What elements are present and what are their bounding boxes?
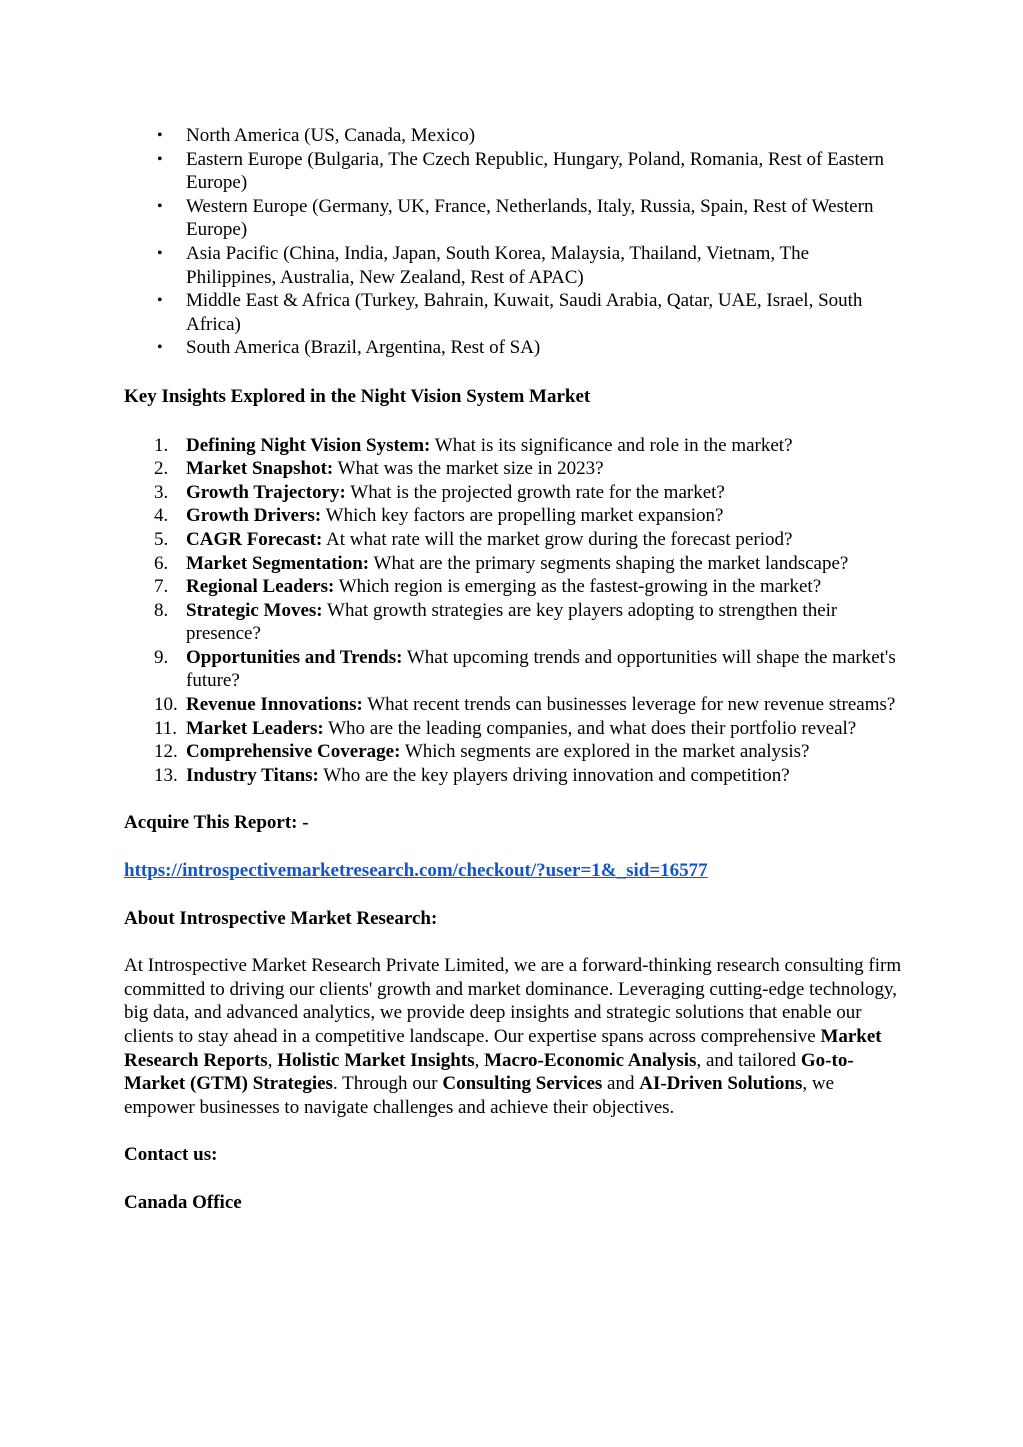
list-item <box>124 481 904 505</box>
about-highlight: Holistic Market Insights <box>277 1049 475 1071</box>
list-item <box>124 575 904 599</box>
list-item <box>124 504 904 528</box>
about-heading-text: About Introspective Market Research: <box>124 907 438 929</box>
office-heading <box>124 1191 904 1215</box>
list-item <box>124 764 904 788</box>
list-item <box>124 289 904 336</box>
list-item <box>124 195 904 242</box>
list-item <box>124 336 904 360</box>
item-number: 11. <box>154 717 178 739</box>
item-text: What was the market size in 2023? <box>333 458 604 480</box>
list-item <box>124 740 904 764</box>
item-text: What recent trends can businesses leverage for new revenue streams? <box>362 694 896 716</box>
office-heading-text: Canada Office <box>124 1191 242 1213</box>
item-number: 4. <box>154 505 169 527</box>
item-title: Growth Drivers: <box>186 505 322 527</box>
about-highlight: Market Research Reports <box>124 1026 882 1071</box>
region-text: South America (Brazil, Argentina, Rest of SA) <box>186 337 541 359</box>
document-content <box>124 124 904 1239</box>
bullet-icon: • <box>157 292 163 310</box>
item-title: Growth Trajectory: <box>186 481 346 503</box>
about-text: At Introspective Market Research Private Limited, we are a forward-thinking research consulting firm committed to driving our clients' growth and market dominance. Leveraging cutting-edge technology, big data, and advanced analytics, we provide deep insights and strategic solutions that enable our clients to stay ahead in a competitive landscape. Our expertise spans across comprehensive <box>124 955 902 1047</box>
item-number: 2. <box>154 458 169 480</box>
about-text: , <box>474 1049 485 1071</box>
item-text: What is its significance and role in the market? <box>430 434 793 456</box>
item-title: Comprehensive Coverage: <box>186 741 401 763</box>
item-title: Market Segmentation: <box>186 552 370 574</box>
insights-list <box>124 434 904 788</box>
bullet-icon: • <box>157 197 163 215</box>
about-heading <box>124 907 904 931</box>
item-text: Who are the leading companies, and what does their portfolio reveal? <box>323 717 857 739</box>
region-text: North America (US, Canada, Mexico) <box>186 125 476 146</box>
acquire-heading <box>124 811 904 835</box>
list-item <box>124 434 904 458</box>
checkout-link[interactable]: https://introspectivemarketresearch.com/checkout/?user=1&_sid=16577 <box>124 860 708 882</box>
item-number: 8. <box>154 599 169 621</box>
item-title: CAGR Forecast: <box>186 528 323 550</box>
item-number: 3. <box>154 481 169 503</box>
about-text: . Through our <box>332 1073 443 1095</box>
item-number: 13. <box>154 764 178 786</box>
list-item <box>124 717 904 741</box>
item-title: Regional Leaders: <box>186 576 335 598</box>
item-number: 5. <box>154 528 169 550</box>
region-text: Middle East & Africa (Turkey, Bahrain, Kuwait, Saudi Arabia, Qatar, UAE, Israel, South Africa) <box>186 290 863 335</box>
region-text: Asia Pacific (China, India, Japan, South Korea, Malaysia, Thailand, Vietnam, The Philippines, Australia, New Zealand, Rest of APAC) <box>186 242 810 288</box>
item-number: 7. <box>154 576 169 598</box>
region-text: Eastern Europe (Bulgaria, The Czech Republic, Hungary, Poland, Romania, Rest of Eastern Europe) <box>186 148 885 194</box>
about-text: , we empower businesses to navigate challenges and achieve their objectives. <box>124 1073 834 1118</box>
item-title: Opportunities and Trends: <box>186 646 403 668</box>
insights-heading: Key Insights Explored in the Night Vision System Market <box>124 385 591 407</box>
item-text: What upcoming trends and opportunities will shape the market's future? <box>186 646 896 692</box>
contact-heading-text: Contact us: <box>124 1144 218 1166</box>
regions-list <box>124 124 904 360</box>
list-item <box>124 124 904 148</box>
item-text: Which segments are explored in the market analysis? <box>400 741 810 763</box>
item-text: At what rate will the market grow during the forecast period? <box>322 528 793 550</box>
list-item <box>124 148 904 195</box>
about-highlight: AI-Driven Solutions <box>639 1073 803 1095</box>
item-text: What is the projected growth rate for the market? <box>345 481 725 503</box>
about-highlight: Go-to-Market (GTM) Strategies <box>124 1049 854 1095</box>
bullet-icon: • <box>157 244 163 262</box>
item-title: Strategic Moves: <box>186 599 323 621</box>
about-text: , <box>267 1049 278 1071</box>
bullet-icon: • <box>157 339 163 357</box>
item-title: Defining Night Vision System: <box>186 434 431 456</box>
item-text: Which key factors are propelling market expansion? <box>321 505 724 527</box>
contact-heading <box>124 1143 904 1167</box>
item-number: 10. <box>154 694 178 716</box>
about-text: and <box>602 1073 640 1095</box>
list-item <box>124 457 904 481</box>
item-text: Which region is emerging as the fastest-growing in the market? <box>334 576 822 598</box>
item-title: Revenue Innovations: <box>186 694 363 716</box>
about-highlight: Consulting Services <box>442 1073 603 1095</box>
list-item <box>124 242 904 289</box>
acquire-heading-text: Acquire This Report: - <box>124 812 309 834</box>
checkout-link-paragraph <box>124 859 904 883</box>
item-title: Market Leaders: <box>186 717 324 739</box>
item-number: 6. <box>154 552 169 574</box>
bullet-icon: • <box>157 150 163 168</box>
item-text: Who are the key players driving innovation and competition? <box>318 764 790 786</box>
list-item <box>124 693 904 717</box>
item-text: What growth strategies are key players adopting to strengthen their presence? <box>186 599 838 645</box>
list-item <box>124 552 904 576</box>
list-item <box>124 528 904 552</box>
item-title: Market Snapshot: <box>186 458 334 480</box>
list-item <box>124 646 904 693</box>
bullet-icon: • <box>157 127 163 144</box>
item-number: 1. <box>154 434 169 456</box>
item-number: 9. <box>154 646 169 668</box>
item-number: 12. <box>154 741 178 763</box>
item-text: What are the primary segments shaping the market landscape? <box>369 552 849 574</box>
item-title: Industry Titans: <box>186 764 319 786</box>
about-highlight: Macro-Economic Analysis <box>484 1049 697 1071</box>
about-text: , and tailored <box>696 1049 801 1071</box>
about-paragraph <box>124 954 904 1119</box>
list-item <box>124 599 904 646</box>
region-text: Western Europe (Germany, UK, France, Netherlands, Italy, Russia, Spain, Rest of Western Europe) <box>186 195 874 241</box>
